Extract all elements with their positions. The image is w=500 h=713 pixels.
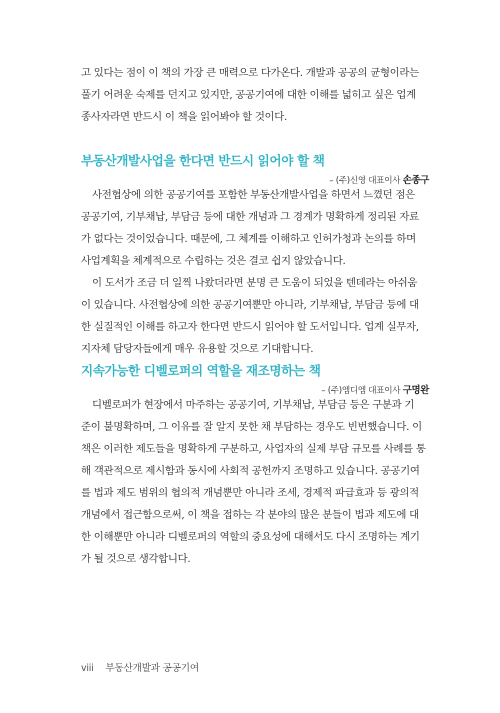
text-line: 한 실질적인 이해를 하고자 한다면 반드시 읽어야 할 도서입니다. 업계 실무자, [81, 321, 419, 333]
paragraph [81, 184, 429, 272]
text-line: 가 없다는 것이었습니다. 때문에, 그 체계를 이해하고 인허가청과 논의를 하며 [81, 233, 416, 245]
attribution-name: 손종구 [402, 175, 429, 186]
text-line: 사전협상에 의한 공공기여를 포함한 부동산개발사업을 하면서 느꼈던 점은 [92, 189, 415, 201]
attribution-title: – (주)엠디엠 대표이사 [321, 386, 401, 396]
section1-body [81, 184, 429, 360]
text-line: 풀기 어려운 숙제를 던지고 있지만, 공공기여에 대한 이해를 넓히고 싶은 업계 [81, 89, 416, 101]
paragraph [81, 272, 429, 360]
text-line: 종사자라면 반드시 이 책을 읽어봐야 할 것이다. [81, 111, 288, 123]
text-line: 개념에서 접근함으로써, 이 책을 접하는 각 분야의 많은 분들이 법과 제도에 대 [81, 509, 419, 521]
section2-body [81, 394, 429, 570]
page-footer [81, 660, 199, 674]
text-line: 한 이해뿐만 아니라 디벨로퍼의 역할의 중요성에 대해서도 다시 조명하는 계기 [81, 531, 420, 543]
text-line: 고 있다는 점이 이 책의 가장 큰 매력으로 다가온다. 개발과 공공의 균형이라는 [81, 67, 419, 79]
section-heading: 지속가능한 디벨로퍼의 역할을 재조명하는 책 [81, 363, 321, 378]
text-line: 준이 불명확하며, 그 이유를 잘 알지 못한 채 부담하는 경우도 빈번했습니다. 이 [81, 421, 422, 433]
text-line: 디벨로퍼가 현장에서 마주하는 공공기여, 기부채납, 부담금 등은 구분과 기 [92, 399, 415, 411]
intro-paragraph [81, 62, 429, 128]
text-line: 책은 이러한 제도들을 명확하게 구분하고, 사업자의 실제 부담 규모를 사례를 통 [81, 443, 426, 455]
text-line: 해 객관적으로 제시함과 동시에 사회적 공헌까지 조명하고 있습니다. 공공기여 [81, 465, 420, 477]
paragraph [81, 394, 429, 570]
text-line: 이 있습니다. 사전협상에 의한 공공기여뿐만 아니라, 기부채납, 부담금 등에 대 [81, 299, 419, 311]
running-title: 부동산개발과 공공기여 [105, 663, 199, 674]
attribution-name: 구명완 [402, 385, 429, 396]
section-heading: 부동산개발사업을 한다면 반드시 읽어야 할 책 [81, 153, 325, 168]
text-line: 가 될 것으로 생각합니다. [81, 553, 191, 565]
text-line: 지자체 담당자들에게 매우 유용할 것으로 기대합니다. [81, 343, 314, 355]
page-number: viii [81, 663, 94, 674]
text-line: 사업계획을 체계적으로 수립하는 것은 결코 쉽지 않았습니다. [81, 255, 346, 267]
text-line: 이 도서가 조금 더 일찍 나왔더라면 분명 큰 도움이 되었을 텐데라는 아쉬움 [92, 277, 418, 289]
text-line: 를 법과 제도 범위의 협의적 개념뿐만 아니라 조세, 경제적 파급효과 등 광의적 [81, 487, 419, 499]
attribution-title: – (주)신영 대표이사 [329, 176, 401, 186]
text-line: 공공기여, 기부채납, 부담금 등에 대한 개념과 그 경계가 명확하게 정리된 자료 [81, 211, 419, 223]
